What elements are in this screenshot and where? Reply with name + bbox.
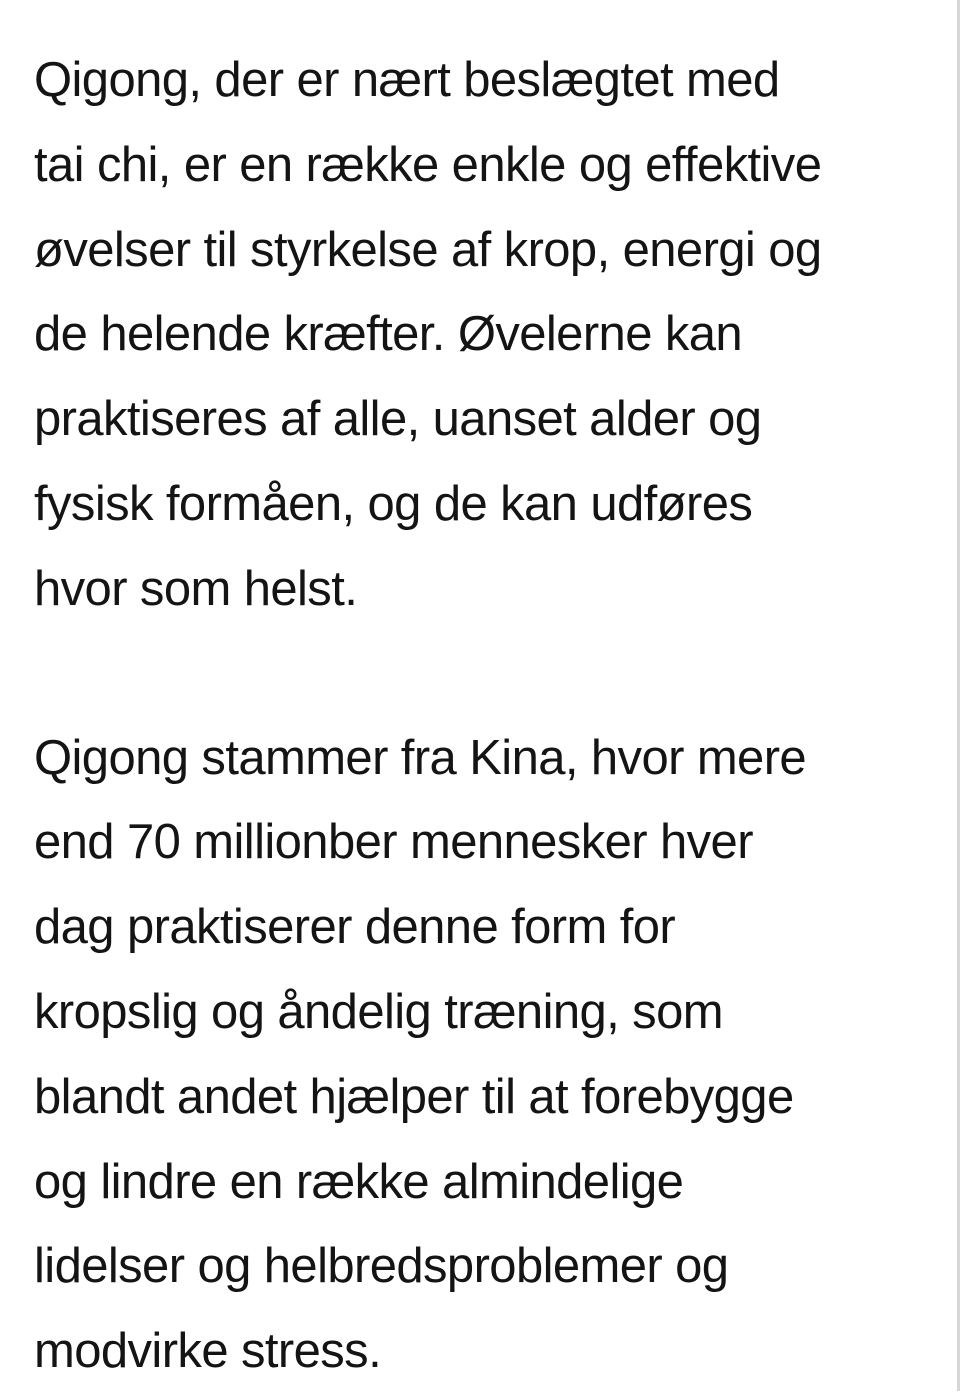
- paragraph-intro: [34, 38, 924, 632]
- text-line: de helende kræfter. Øvelerne kan: [34, 307, 743, 362]
- text-line: praktiseres af alle, uanset alder og: [34, 392, 762, 447]
- text-line: end 70 millionber mennesker hver: [34, 815, 753, 870]
- text-line: lidelser og helbredsproblemer og: [34, 1239, 729, 1294]
- text-line: og lindre en række almindelige: [34, 1154, 684, 1209]
- text-line: øvelser til styrkelse af krop, energi og: [34, 222, 822, 277]
- text-line: kropslig og åndelig træning, som: [34, 984, 723, 1039]
- article-text: [34, 38, 924, 1394]
- paragraph-origin: [34, 716, 924, 1394]
- text-line: hvor som helst.: [34, 561, 358, 616]
- text-line: blandt andet hjælper til at forebygge: [34, 1069, 794, 1124]
- text-line: Qigong stammer fra Kina, hvor mere: [34, 730, 807, 785]
- text-line: fysisk formåen, og de kan udføres: [34, 476, 753, 531]
- text-line: tai chi, er en række enkle og effektive: [34, 137, 822, 192]
- text-line: modvirke stress.: [34, 1324, 382, 1379]
- text-line: Qigong, der er nært beslægtet med: [34, 53, 780, 107]
- text-line: dag praktiserer denne form for: [34, 900, 676, 955]
